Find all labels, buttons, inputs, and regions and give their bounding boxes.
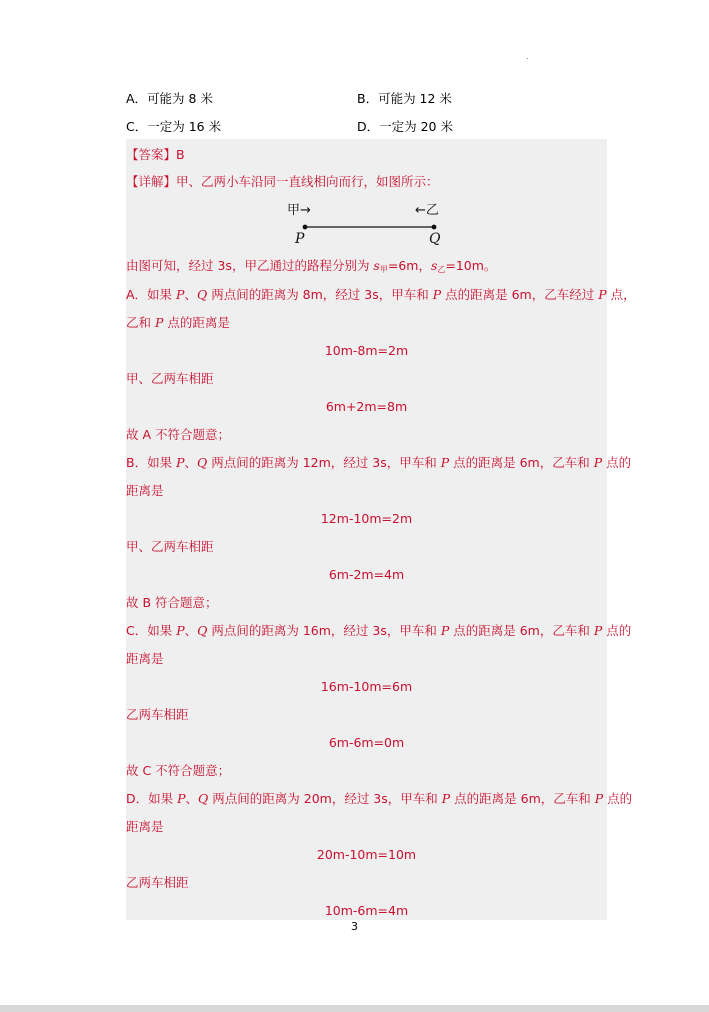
s-jia-value: =6m， xyxy=(387,258,431,273)
analysis-c-line3: 乙两车相距 xyxy=(126,707,189,722)
answer-line xyxy=(126,147,185,163)
analysis-b-line3: 甲、乙两车相距 xyxy=(126,539,214,554)
viewer-bottom-bar xyxy=(0,1005,709,1012)
car-jia-label: 甲→ xyxy=(287,203,311,218)
detail-label: 【详解】 xyxy=(126,174,177,189)
analysis-a-line1: A．如果 P、Q 两点间的距离为 8m，经过 3s，甲车和 P 点的距离是 6m，乙车经过 P 点， xyxy=(126,287,636,302)
analysis-c-line1: C．如果 P、Q 两点间的距离为 16m，经过 3s，甲车和 P 点的距离是 6m，乙车和 P 点的 xyxy=(126,623,632,638)
analysis-b-conclusion: 故 B 符合题意； xyxy=(126,595,218,610)
analysis-c-equation-1: 16m-10m=6m xyxy=(320,679,413,694)
analysis-c-line2: 距离是 xyxy=(126,651,164,666)
option-d: D．一定为 20 米 xyxy=(357,119,453,134)
analysis-a-line2: 乙和 P 点的距离是 xyxy=(126,315,230,330)
analysis-b-equation-2: 6m-2m=4m xyxy=(328,567,405,582)
analysis-b-equation-1: 12m-10m=2m xyxy=(320,511,413,526)
point-q-label: Q xyxy=(429,231,441,247)
analysis-d-line1: D．如果 P、Q 两点间的距离为 20m，经过 3s，甲车和 P 点的距离是 6m，乙车和 P 点的 xyxy=(126,791,633,806)
s-jia-symbol: s xyxy=(373,258,380,273)
analysis-d-equation-2: 10m-6m=4m xyxy=(324,903,409,918)
header-mark: . xyxy=(526,52,529,61)
s-yi-sub: 乙 xyxy=(437,265,446,274)
s-jia-sub: 甲 xyxy=(379,265,388,274)
point-p-dot xyxy=(303,225,308,230)
analysis-a-conclusion: 故 A 不符合题意； xyxy=(126,427,230,442)
option-c: C．一定为 16 米 xyxy=(126,119,222,134)
s-yi-symbol: s xyxy=(430,258,438,273)
answer-label: 【答案】 xyxy=(126,147,177,162)
car-yi-label: ←乙 xyxy=(415,203,439,218)
analysis-d-line3: 乙两车相距 xyxy=(126,875,189,890)
analysis-d-line2: 距离是 xyxy=(126,819,164,834)
analysis-c-equation-2: 6m-6m=0m xyxy=(328,735,405,750)
answer-value: B xyxy=(176,147,185,162)
analysis-a-equation-1: 10m-8m=2m xyxy=(324,343,409,358)
analysis-c-conclusion: 故 C 不符合题意； xyxy=(126,763,231,778)
analysis-a-equation-2: 6m+2m=8m xyxy=(325,399,408,414)
intro-line xyxy=(126,258,496,278)
option-b: B．可能为 12 米 xyxy=(357,91,452,106)
analysis-a-line3: 甲、乙两车相距 xyxy=(126,371,214,386)
page-number: 3 xyxy=(351,920,358,933)
option-a: A．可能为 8 米 xyxy=(126,91,213,106)
point-p-label: P xyxy=(295,231,305,247)
detail-line xyxy=(126,174,439,190)
intro-prefix: 由图可知，经过 3s，甲乙通过的路程分别为 xyxy=(126,258,374,273)
analysis-b-line2: 距离是 xyxy=(126,483,164,498)
detail-text: 甲、乙两小车沿同一直线相向而行，如图所示： xyxy=(176,174,439,189)
analysis-d-equation-1: 20m-10m=10m xyxy=(316,847,417,862)
point-q-dot xyxy=(432,225,437,230)
motion-diagram xyxy=(283,197,448,249)
s-yi-value: =10m。 xyxy=(445,258,497,273)
analysis-b-line1: B．如果 P、Q 两点间的距离为 12m，经过 3s，甲车和 P 点的距离是 6m，乙车和 P 点的 xyxy=(126,455,632,470)
